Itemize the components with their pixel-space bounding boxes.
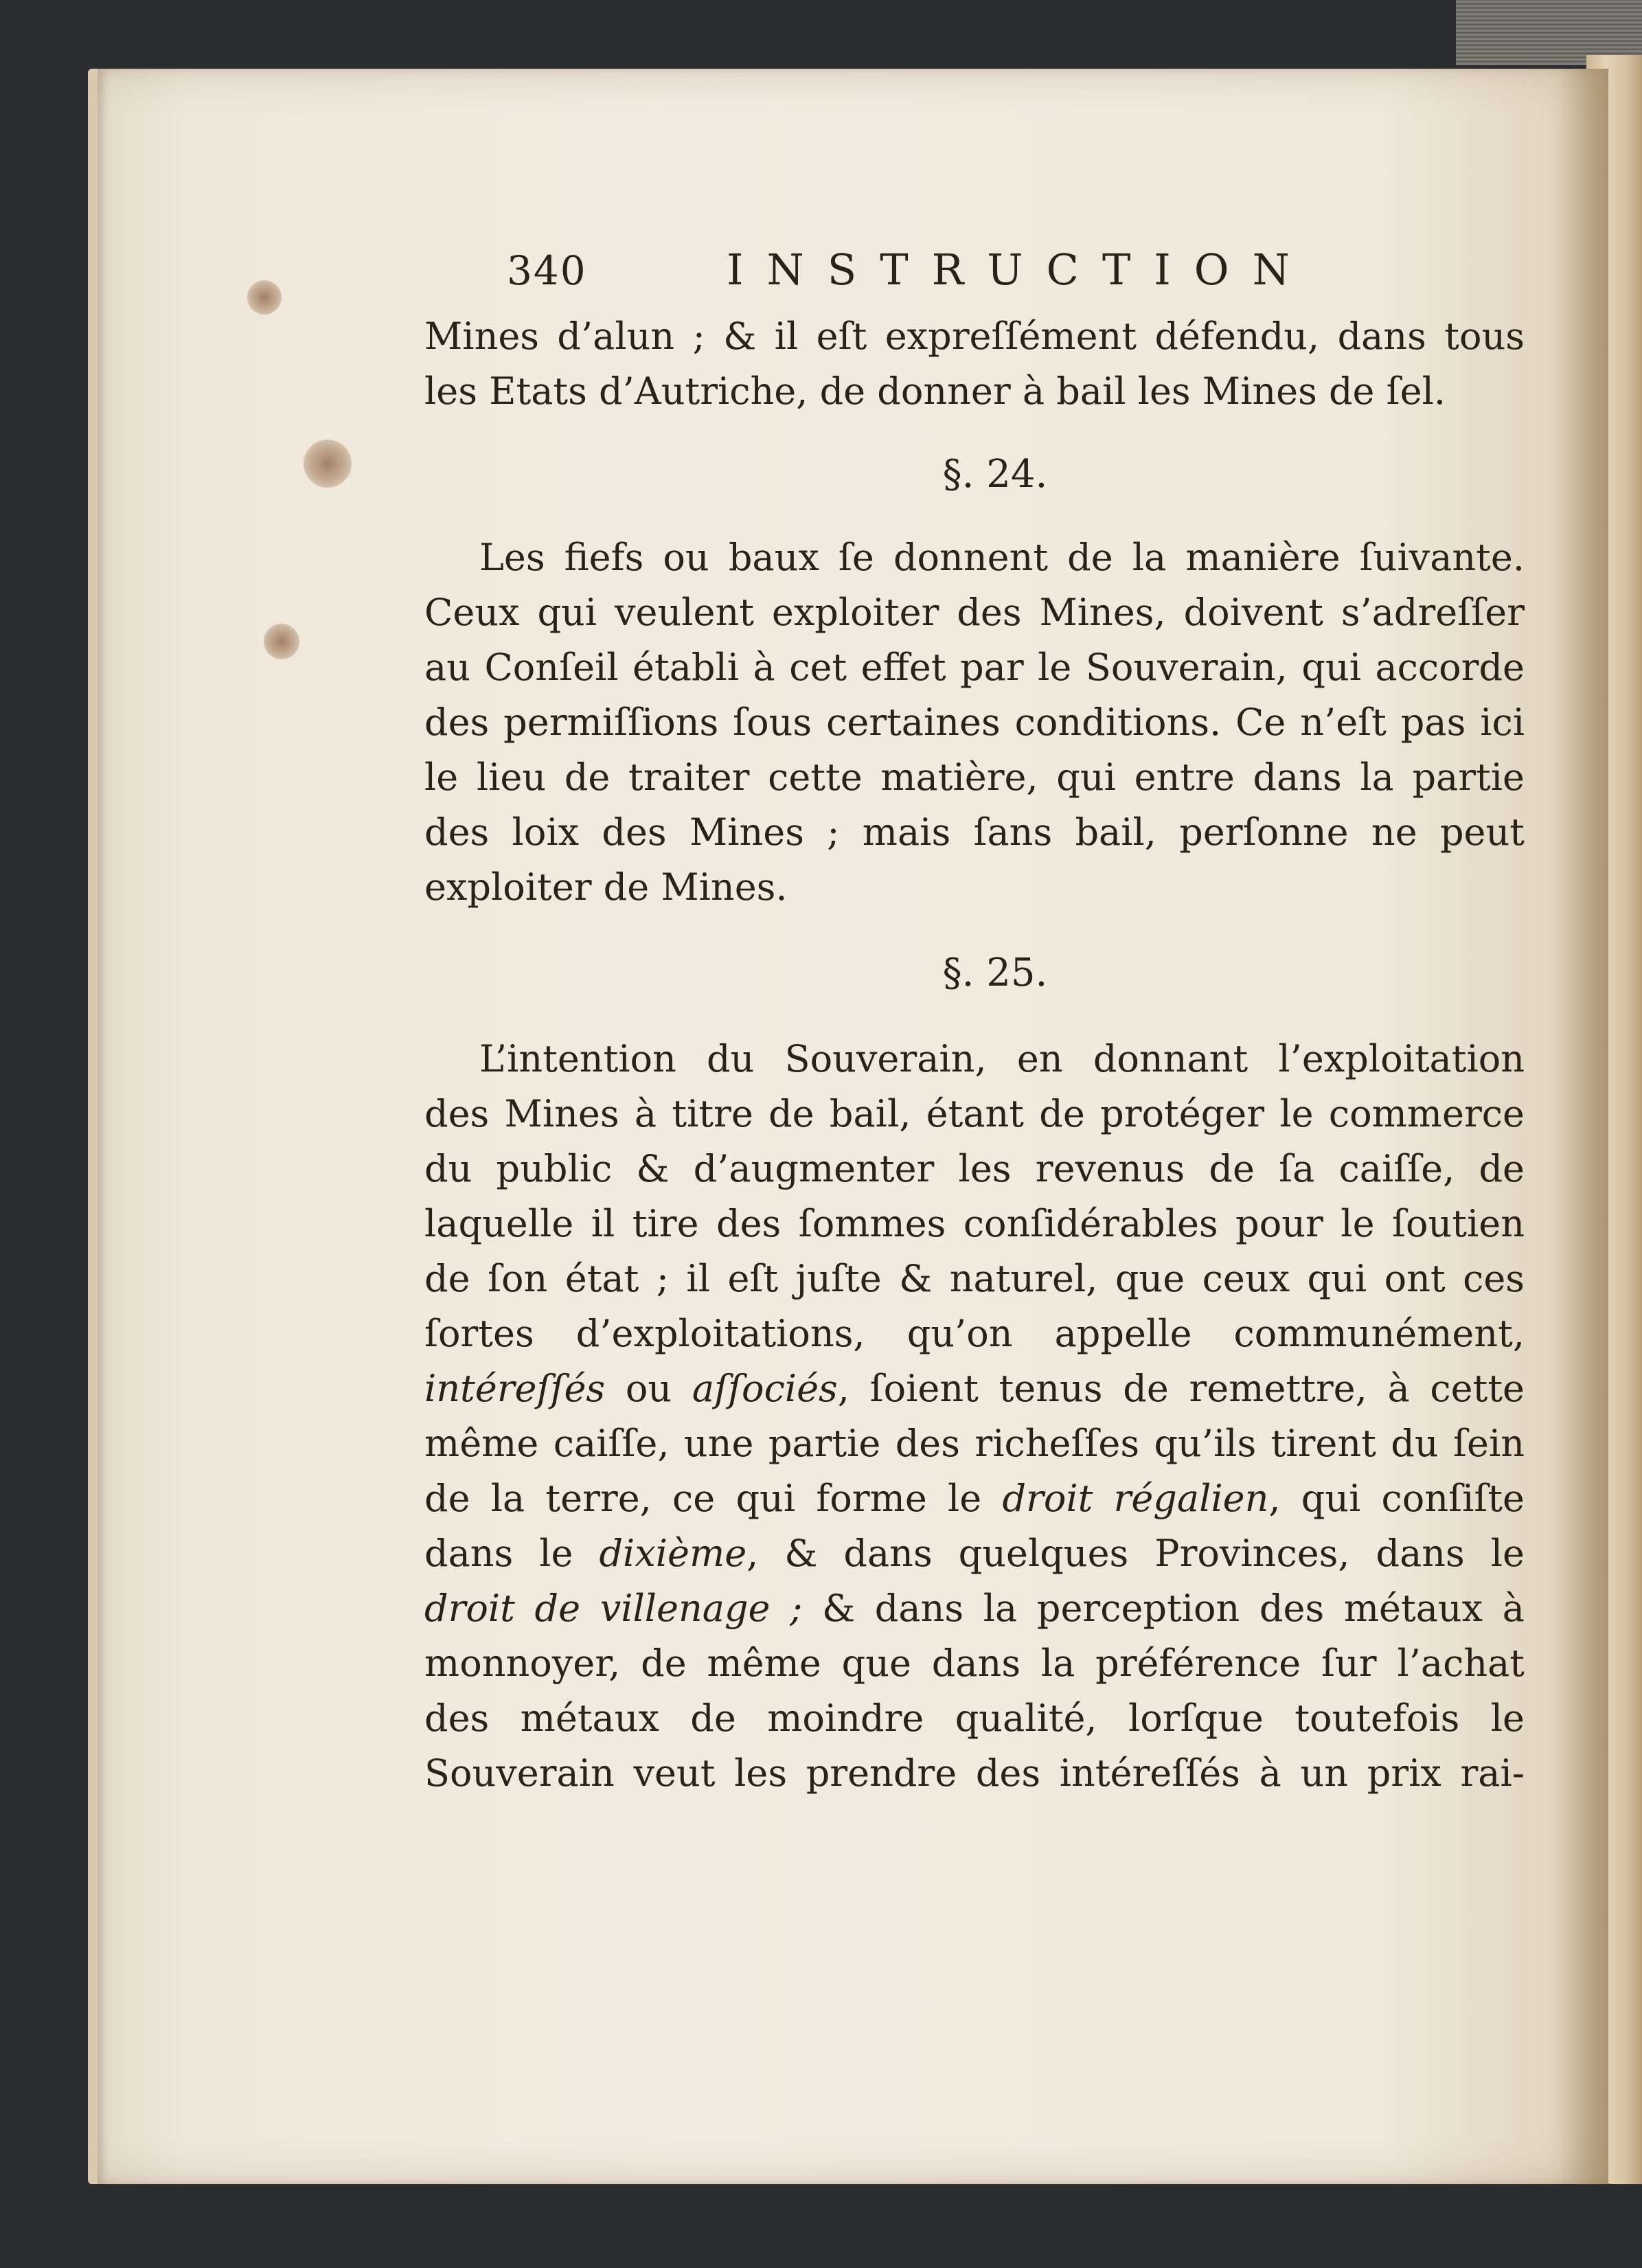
- text-line: des métaux de moindre qualité, lorſque toutefois le: [424, 1697, 1525, 1740]
- text-line: même caiſſe, une partie des richeſſes qu’ils tirent du ſein: [424, 1422, 1525, 1465]
- section-heading-24: §. 24.: [942, 452, 1048, 497]
- text-line: [424, 1471, 1525, 1526]
- foxing-spot: [247, 280, 282, 315]
- page-header: [424, 234, 1525, 309]
- foxing-spot: [264, 624, 299, 659]
- text-line: le lieu de traiter cette matière, qui entre dans la partie: [424, 756, 1525, 799]
- text-line: des Mines à titre de bail, étant de protéger le commerce: [424, 1092, 1525, 1135]
- page-text: [424, 234, 1525, 1801]
- text-line: [424, 1581, 1525, 1636]
- italic-term: droit de villenage ;: [424, 1587, 803, 1630]
- text-line: ſortes d’exploitations, qu’on appelle communément,: [424, 1312, 1525, 1355]
- italic-term: aſſociés: [692, 1367, 838, 1410]
- text-line: des loix des Mines ; mais ſans bail, perſonne ne peut: [424, 810, 1525, 854]
- text-line: des permiſſions ſous certaines conditions. Ce n’eſt pas ici: [424, 701, 1525, 744]
- text-line: les Etats d’Autriche, de donner à bail les Mines de ſel.: [424, 370, 1446, 413]
- foxing-spot: [304, 440, 352, 488]
- text-run: , ſoient tenus de remettre, à cette: [837, 1367, 1525, 1410]
- text-run: de la terre, ce qui forme le: [424, 1477, 1003, 1520]
- text-run: dans le: [424, 1532, 600, 1575]
- text-line: Mines d’alun ; & il eſt expreſſément défendu, dans tous: [424, 315, 1525, 358]
- text-run: & dans la perception des métaux à: [802, 1587, 1525, 1630]
- text-line: Ceux qui veulent exploiter des Mines, doivent s’adreſſer: [424, 591, 1525, 634]
- text-line: du public & d’augmenter les revenus de ſa caiſſe, de: [424, 1147, 1525, 1190]
- text-line: [424, 1526, 1525, 1581]
- text-line: [424, 1361, 1525, 1416]
- section-heading-25: §. 25.: [942, 951, 1048, 995]
- text-line: exploiter de Mines.: [424, 865, 788, 909]
- italic-term: droit régalien: [1002, 1477, 1269, 1520]
- page-number: 340: [507, 247, 587, 294]
- text-run: , & dans quelques Provinces, dans le: [746, 1532, 1525, 1575]
- text-line: de ſon état ; il eſt juſte & naturel, que ceux qui ont ces: [424, 1257, 1525, 1300]
- text-line: monnoyer, de même que dans la préférence ſur l’achat: [424, 1642, 1525, 1685]
- text-line: au Conſeil établi à cet effet par le Souverain, qui accorde: [424, 646, 1525, 689]
- text-line: laquelle il tire des ſommes conſidérables pour le ſoutien: [424, 1202, 1525, 1245]
- running-title: INSTRUCTION: [727, 245, 1313, 295]
- text-run: ou: [605, 1367, 692, 1410]
- page-gutter-shadow: [1560, 69, 1608, 2184]
- text-run: , qui conſiſte: [1268, 1477, 1525, 1520]
- italic-term: intéreſſés: [424, 1367, 606, 1410]
- text-line: Les fiefs ou baux ſe donnent de la manière ſuivante.: [479, 536, 1525, 579]
- text-line: Souverain veut les prendre des intéreſſés à un prix rai-: [424, 1751, 1525, 1795]
- text-line: L’intention du Souverain, en donnant l’exploitation: [479, 1037, 1525, 1080]
- italic-term: dixième: [599, 1532, 747, 1575]
